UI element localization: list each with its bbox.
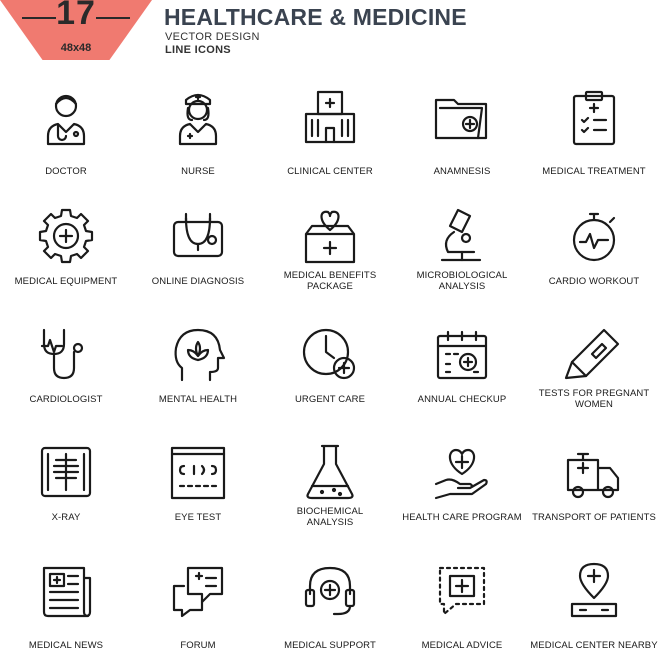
pregnancy-test-icon: [562, 322, 626, 386]
icon-tile: [0, 314, 132, 424]
doctor-icon: [34, 86, 98, 150]
page-title: HEALTHCARE & MEDICINE: [164, 4, 467, 30]
anamnesis-icon: [430, 86, 494, 150]
icon-tile: [0, 432, 132, 542]
icon-tile: [0, 78, 132, 188]
icon-tile: [132, 550, 264, 660]
icon-label: MEDICAL BENEFITS PACKAGE: [283, 270, 377, 292]
online-diagnosis-icon: [166, 204, 230, 268]
icon-tile: [264, 550, 396, 660]
cardiologist-icon: [34, 322, 98, 386]
icon-label: TRANSPORT OF PATIENTS: [532, 512, 656, 523]
x-ray-icon: [34, 440, 98, 504]
medical-treatment-icon: [562, 86, 626, 150]
icon-label: MENTAL HEALTH: [158, 394, 238, 405]
medical-support-icon: [298, 558, 362, 622]
badge-number: 17: [56, 0, 96, 32]
icon-tile: [396, 550, 528, 660]
biochemical-analysis-icon: [298, 440, 362, 504]
medical-advice-icon: [430, 558, 494, 622]
icon-tile: [528, 78, 658, 188]
forum-icon: [166, 558, 230, 622]
icon-label: FORUM: [180, 640, 216, 651]
icon-label: ONLINE DIAGNOSIS: [151, 276, 245, 287]
icon-tile: [264, 314, 396, 424]
icon-label: BIOCHEMICAL ANALYSIS: [296, 506, 364, 528]
icon-tile: [132, 78, 264, 188]
icon-label: CLINICAL CENTER: [287, 166, 373, 177]
icon-label: MICROBIOLOGICAL ANALYSIS: [416, 270, 508, 292]
icon-label: MEDICAL TREATMENT: [542, 166, 646, 177]
icon-tile: [396, 196, 528, 306]
icon-tile: [0, 196, 132, 306]
medical-benefits-package-icon: [298, 204, 362, 268]
icon-tile: [528, 196, 658, 306]
icon-label: MEDICAL ADVICE: [421, 640, 503, 651]
icon-label: ANAMNESIS: [433, 166, 491, 177]
icon-label: X-RAY: [51, 512, 81, 523]
icon-tile: [132, 196, 264, 306]
icon-label: URGENT CARE: [294, 394, 366, 405]
icon-tile: [264, 432, 396, 542]
eye-test-icon: [166, 440, 230, 504]
ambulance-icon: [562, 440, 626, 504]
icon-label: NURSE: [181, 166, 215, 177]
medical-news-icon: [34, 558, 98, 622]
icon-label: CARDIO WORKOUT: [548, 276, 640, 287]
icon-tile: [264, 196, 396, 306]
badge-size: 48x48: [60, 42, 92, 54]
annual-checkup-icon: [430, 322, 494, 386]
icon-label: ANNUAL CHECKUP: [417, 394, 507, 405]
nurse-icon: [166, 86, 230, 150]
page-subtitle: VECTOR DESIGN: [165, 31, 260, 43]
cardio-workout-icon: [562, 204, 626, 268]
icon-tile: [528, 432, 658, 542]
icon-label: TESTS FOR PREGNANT WOMEN: [538, 388, 650, 410]
health-care-program-icon: [430, 440, 494, 504]
icon-label: MEDICAL NEWS: [28, 640, 104, 651]
urgent-care-icon: [298, 322, 362, 386]
icon-tile: [396, 432, 528, 542]
clinical-center-icon: [298, 86, 362, 150]
icon-tile: [132, 314, 264, 424]
icon-tile: [264, 78, 396, 188]
icon-label: EYE TEST: [174, 512, 222, 523]
icon-tile: [132, 432, 264, 542]
icon-label: HEALTH CARE PROGRAM: [402, 512, 522, 523]
icon-tile: [396, 314, 528, 424]
page-subtitle-2: LINE ICONS: [165, 44, 231, 56]
icon-label: MEDICAL EQUIPMENT: [14, 276, 118, 287]
icon-label: MEDICAL SUPPORT: [284, 640, 376, 651]
icon-tile: [396, 78, 528, 188]
icon-tile: [528, 550, 658, 660]
icon-tile: [528, 314, 658, 424]
icon-label: CARDIOLOGIST: [29, 394, 103, 405]
icon-tile: [0, 550, 132, 660]
medical-equipment-icon: [34, 204, 98, 268]
medical-center-nearby-icon: [562, 558, 626, 622]
microbiological-analysis-icon: [430, 204, 494, 268]
mental-health-icon: [166, 322, 230, 386]
icon-label: MEDICAL CENTER NEARBY: [530, 640, 658, 651]
icon-label: DOCTOR: [45, 166, 87, 177]
